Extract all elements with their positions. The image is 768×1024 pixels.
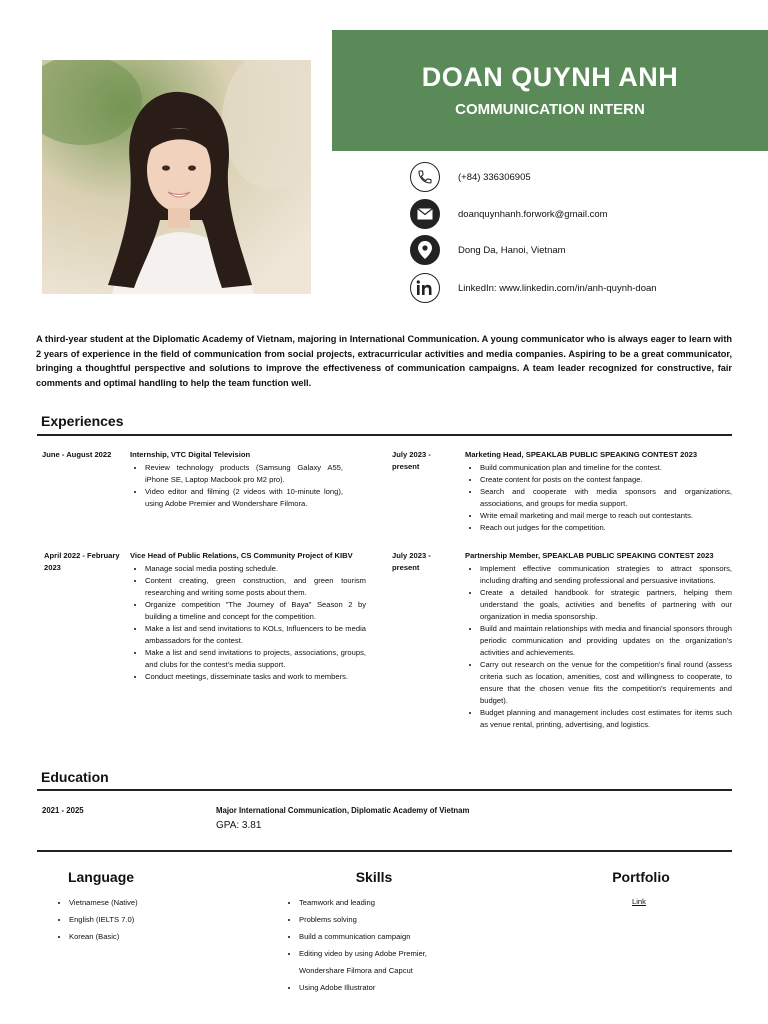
skill-item: • Using Adobe Illustrator (299, 979, 469, 996)
education-date: 2021 - 2025 (42, 806, 84, 815)
portfolio-link[interactable]: Link (632, 897, 646, 906)
exp-bullet: • Manage social media posting schedule. (145, 563, 366, 575)
contact-phone (410, 160, 531, 194)
mail-icon (410, 199, 440, 229)
linkedin-text[interactable]: LinkedIn: www.linkedin.com/in/anh-quynh-doan (458, 282, 657, 294)
exp-bullet: • Write email marketing and mail merge to reach out contestants. (480, 510, 732, 522)
education-degree: Major International Communication, Diplomatic Academy of Vietnam (216, 806, 470, 815)
exp-title: Marketing Head, SPEAKLAB PUBLIC SPEAKING CONTEST 2023 (465, 450, 698, 459)
location-text: Dong Da, Hanoi, Vietnam (458, 244, 566, 256)
exp-date: April 2022 - February 2023 (44, 551, 120, 572)
skills-heading: Skills (355, 869, 393, 885)
profile-photo (42, 60, 311, 294)
skill-item: • Teamwork and leading (299, 894, 469, 911)
exp-date: July 2023 - present (392, 450, 431, 471)
language-heading: Language (67, 869, 135, 885)
exp-bullet: • Review technology products (Samsung Galaxy A55, iPhone SE, Laptop Macbook pro M2 pro). (145, 462, 343, 486)
location-pin-icon (410, 235, 440, 265)
skill-item: • Editing video by using Adobe Premier, Wondershare Filmora and Capcut (299, 945, 469, 979)
phone-text: (+84) 336306905 (458, 171, 531, 183)
exp-bullet: • Reach out judges for the competition. (480, 522, 732, 534)
contact-linkedin[interactable] (410, 271, 657, 305)
exp-bullet: • Build and maintain relationships with media and financial sponsors through periodic communication and providing updates on the organization's activities and achievements. (480, 623, 732, 659)
exp-title: Vice Head of Public Relations, CS Community Project of KIBV (130, 551, 353, 560)
candidate-role: COMMUNICATION INTERN (455, 101, 645, 118)
skill-item: • Build a communication campaign (299, 928, 469, 945)
exp-bullet: • Create content for posts on the contest fanpage. (480, 474, 732, 486)
exp-bullets (130, 462, 343, 510)
skills-list (286, 894, 469, 996)
language-item: • Vietnamese (Native) (69, 894, 138, 911)
experiences-heading: Experiences (41, 413, 124, 429)
profile-summary: A third-year student at the Diplomatic Academy of Vietnam, majoring in International Communication. A young communicator who is always eager to learn with 2 years of experience in the field of communication from social projects, extracurricular activities and media companies. Aspiring to be a great communicator, bringing a thoughtful perspective and solutions to improve the effectiveness of communication campaigns. A team leader recognized for constructive, fair comments and optimal handling to help the team function well. (36, 334, 732, 388)
contact-email (410, 197, 608, 231)
bottom-divider (37, 850, 732, 852)
portrait-illustration (42, 60, 311, 294)
experience-entry (465, 449, 732, 534)
language-item: • English (IELTS 7.0) (69, 911, 138, 928)
linkedin-icon (410, 273, 440, 303)
exp-bullet: • Implement effective communication strategies to attract sponsors, including drafting and sending professional and persuasive invitations. (480, 563, 732, 587)
exp-bullet: • Content creating, green construction, and green tourism researching and writing some posts about them. (145, 575, 366, 599)
exp-date: June - August 2022 (42, 450, 112, 459)
exp-bullets (465, 563, 732, 731)
exp-bullet: • Video editor and filming (2 videos with 10-minute long), using Adobe Premier and Wondershare Filmora. (145, 486, 343, 510)
exp-title: Partnership Member, SPEAKLAB PUBLIC SPEAKING CONTEST 2023 (465, 551, 714, 560)
exp-bullets (130, 563, 366, 683)
header-band (332, 30, 768, 151)
exp-bullets (465, 462, 732, 534)
exp-bullet: • Conduct meetings, disseminate tasks and work to members. (145, 671, 366, 683)
phone-icon (410, 162, 440, 192)
experience-entry (130, 550, 366, 683)
exp-bullet: • Make a list and send invitations to projects, associations, groups, and clubs for the contest's media support. (145, 647, 366, 671)
exp-date: July 2023 - present (392, 551, 431, 572)
experience-entry (465, 550, 732, 731)
exp-bullet: • Build communication plan and timeline for the contest. (480, 462, 732, 474)
email-text: doanquynhanh.forwork@gmail.com (458, 208, 608, 220)
contact-location (410, 233, 566, 267)
skill-item: • Problems solving (299, 911, 469, 928)
experience-entry (130, 449, 343, 510)
exp-title: Internship, VTC Digital Television (130, 450, 251, 459)
education-divider (37, 789, 732, 791)
portfolio-heading: Portfolio (612, 869, 670, 885)
education-gpa: GPA: 3.81 (216, 820, 262, 831)
education-heading: Education (41, 769, 109, 785)
candidate-name: DOAN QUYNH ANH (421, 62, 679, 92)
language-item: • Korean (Basic) (69, 928, 138, 945)
exp-bullet: • Search and cooperate with media sponsors and organizations, associations, and groups for media support. (480, 486, 732, 510)
exp-bullet: • Make a list and send invitations to KOLs, Influencers to be media ambassadors for the contest. (145, 623, 366, 647)
exp-bullet: • Create a detailed handbook for strategic partners, helping them understand the goals, activities and benefits of partnering with our organization in media sponsorship. (480, 587, 732, 623)
exp-bullet: • Organize competition "The Journey of Baya" Season 2 by building a timeline and concept for the competition. (145, 599, 366, 623)
exp-bullet: • Carry out research on the venue for the competition's final round (assess criteria such as location, amenities, cost and willingness to cooperate, to ensure that the chosen venue fits the competition's requirements and budget). (480, 659, 732, 707)
experiences-divider (37, 434, 732, 436)
language-list (56, 894, 138, 945)
exp-bullet: • Budget planning and management includes cost estimates for items such as venue rental, printing, advertising, and logistics. (480, 707, 732, 731)
